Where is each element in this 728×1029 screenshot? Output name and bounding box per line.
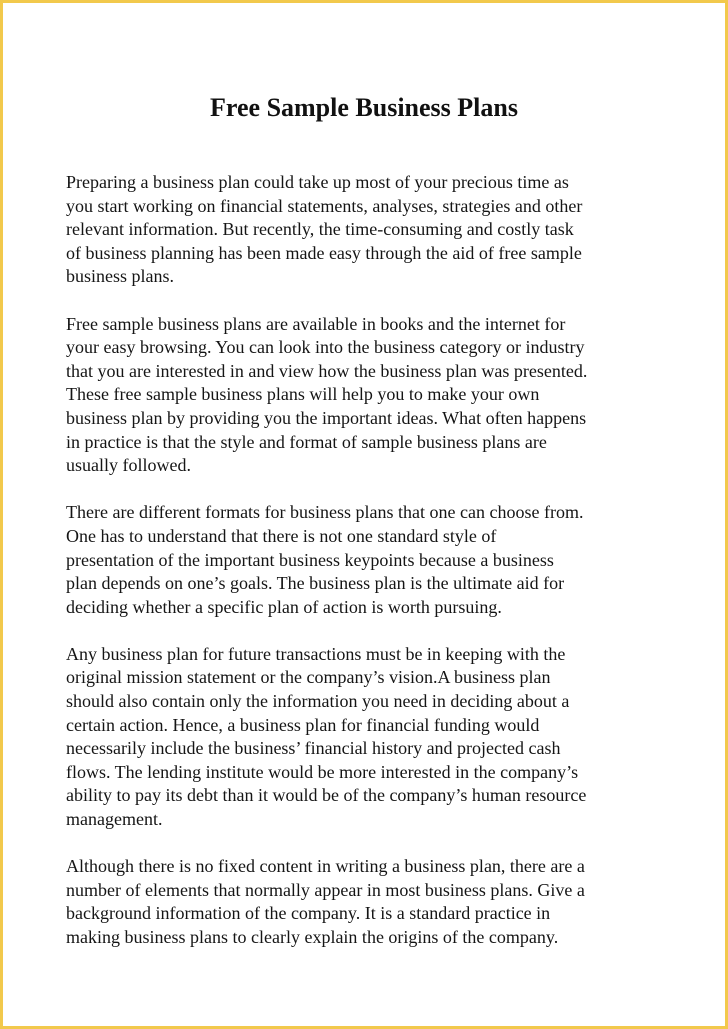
paragraph-2 xyxy=(66,313,666,478)
paragraph-1 xyxy=(66,171,666,289)
text-line: necessarily include the business’ financial history and projected cash xyxy=(66,738,561,759)
paragraph-5 xyxy=(66,855,666,949)
text-line: number of elements that normally appear in most business plans. Give a xyxy=(66,879,585,900)
text-line: Any business plan for future transactions must be in keeping with the xyxy=(66,643,566,664)
text-line: in practice is that the style and format of sample business plans are xyxy=(66,431,547,452)
text-line: management. xyxy=(66,809,163,830)
document-title: Free Sample Business Plans xyxy=(210,93,518,122)
text-line: relevant information. But recently, the time-consuming and costly task xyxy=(66,219,574,240)
text-line: usually followed. xyxy=(66,455,191,476)
text-line: Free sample business plans are available in books and the internet for xyxy=(66,313,566,334)
text-line: ability to pay its debt than it would be of the company’s human resource xyxy=(66,785,587,806)
text-line: There are different formats for business plans that one can choose from. xyxy=(66,502,584,523)
text-line: presentation of the important business keypoints because a business xyxy=(66,549,554,570)
text-line: certain action. Hence, a business plan for financial funding would xyxy=(66,714,540,735)
text-line: Although there is no fixed content in writing a business plan, there are a xyxy=(66,856,585,877)
text-line: your easy browsing. You can look into the business category or industry xyxy=(66,337,585,358)
text-line: of business planning has been made easy through the aid of free sample xyxy=(66,242,582,263)
paragraph-3 xyxy=(66,501,666,619)
text-line: These free sample business plans will help you to make your own xyxy=(66,384,540,405)
text-line: that you are interested in and view how the business plan was presented. xyxy=(66,360,588,381)
text-line: background information of the company. It is a standard practice in xyxy=(66,903,551,924)
text-line: deciding whether a specific plan of action is worth pursuing. xyxy=(66,596,502,617)
text-line: flows. The lending institute would be more interested in the company’s xyxy=(66,761,579,782)
text-line: Preparing a business plan could take up most of your precious time as xyxy=(66,172,569,192)
text-line: making business plans to clearly explain the origins of the company. xyxy=(66,927,559,947)
text-line: business plan by providing you the important ideas. What often happens xyxy=(66,407,587,428)
text-line: plan depends on one’s goals. The business plan is the ultimate aid for xyxy=(66,573,565,594)
paragraph-4 xyxy=(66,643,666,832)
text-line: should also contain only the information you need in deciding about a xyxy=(66,691,570,712)
text-line: business plans. xyxy=(66,266,174,287)
text-line: you start working on financial statements, analyses, strategies and other xyxy=(66,195,583,216)
text-line: original mission statement or the company’s vision.A business plan xyxy=(66,667,551,688)
text-line: One has to understand that there is not one standard style of xyxy=(66,525,497,546)
document-body xyxy=(66,171,666,973)
